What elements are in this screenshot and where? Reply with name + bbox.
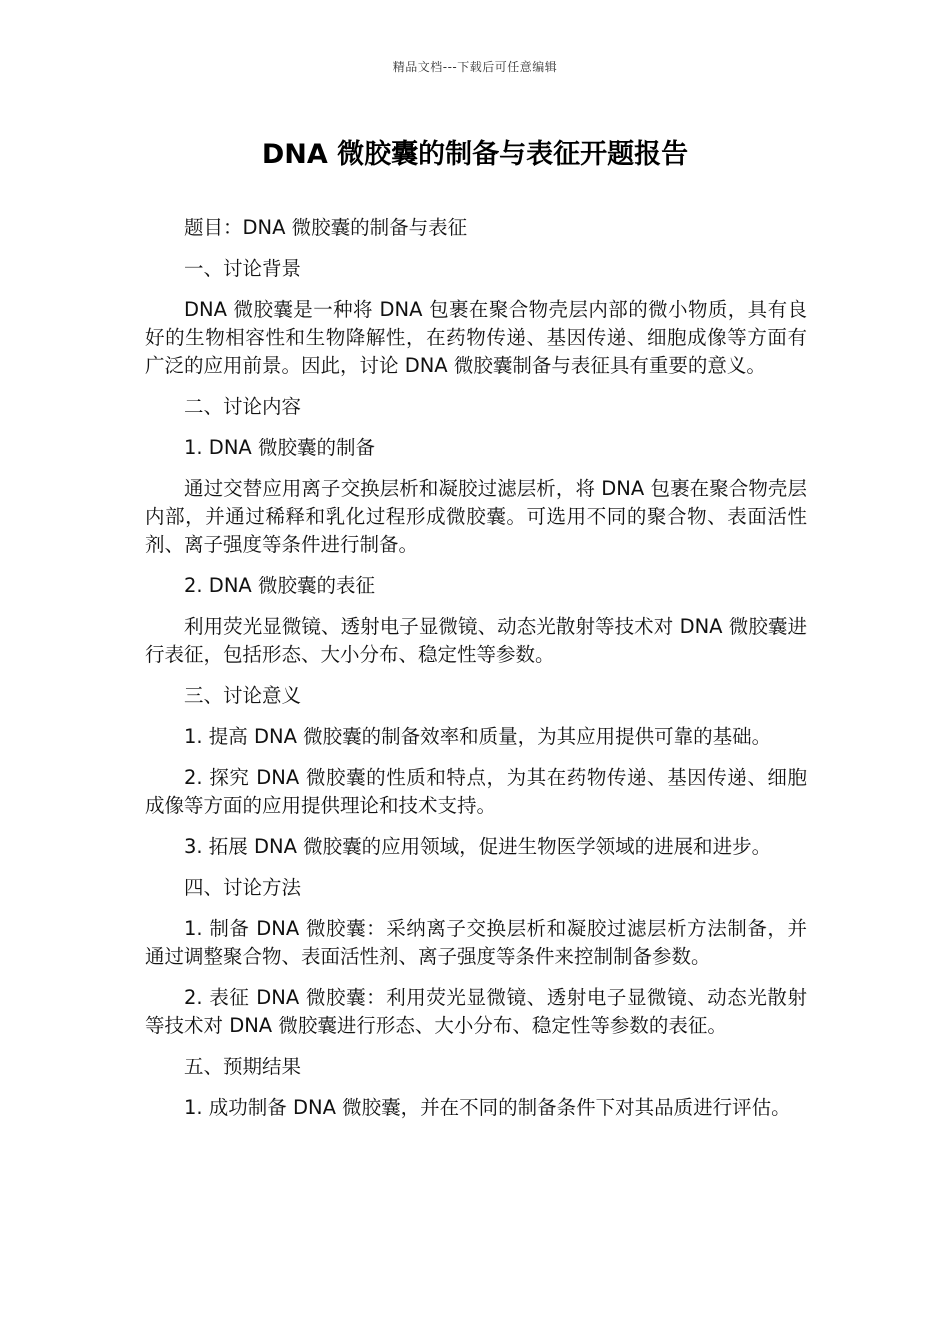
section-heading-significance: 三、讨论意义 xyxy=(184,684,302,707)
list-item-result-1: 1. 成功制备 DNA 微胶囊，并在不同的制备条件下对其品质进行评估。 xyxy=(184,1096,791,1119)
document-title: DNA 微胶囊的制备与表征开题报告 xyxy=(261,139,689,170)
page-header: 精品文档---下载后可任意编辑 xyxy=(392,60,558,74)
subheading-preparation: 1. DNA 微胶囊的制备 xyxy=(184,436,375,459)
list-item-significance-1: 1. 提高 DNA 微胶囊的制备效率和质量，为其应用提供可靠的基础。 xyxy=(184,725,772,748)
section-heading-methods: 四、讨论方法 xyxy=(184,876,302,899)
list-item-method-2: 2. 表征 DNA 微胶囊：利用荧光显微镜、透射电子显微镜、动态光散射等技术对 DNA 微胶囊进行形态、大小分布、稳定性等参数的表征。 xyxy=(145,986,807,1037)
list-item-significance-3: 3. 拓展 DNA 微胶囊的应用领域，促进生物医学领域的进展和进步。 xyxy=(184,835,772,858)
topic-line: 题目：DNA 微胶囊的制备与表征 xyxy=(184,216,468,239)
subheading-characterization: 2. DNA 微胶囊的表征 xyxy=(184,574,375,597)
list-item-method-1: 1. 制备 DNA 微胶囊：采纳离子交换层析和凝胶过滤层析方法制备，并通过调整聚合物、表面活性剂、离子强度等条件来控制制备参数。 xyxy=(145,917,807,968)
document-body xyxy=(145,214,807,1135)
paragraph-characterization: 利用荧光显微镜、透射电子显微镜、动态光散射等技术对 DNA 微胶囊进行表征，包括形态、大小分布、稳定性等参数。 xyxy=(145,615,807,666)
paragraph-preparation: 通过交替应用离子交换层析和凝胶过滤层析，将 DNA 包裹在聚合物壳层内部，并通过稀释和乳化过程形成微胶囊。可选用不同的聚合物、表面活性剂、离子强度等条件进行制备。 xyxy=(145,477,807,556)
list-item-significance-2: 2. 探究 DNA 微胶囊的性质和特点，为其在药物传递、基因传递、细胞成像等方面的应用提供理论和技术支持。 xyxy=(145,766,807,817)
section-heading-background: 一、讨论背景 xyxy=(184,257,302,280)
section-heading-results: 五、预期结果 xyxy=(184,1055,302,1078)
paragraph-background: DNA 微胶囊是一种将 DNA 包裹在聚合物壳层内部的微小物质，具有良好的生物相容性和生物降解性，在药物传递、基因传递、细胞成像等方面有广泛的应用前景。因此，讨论 DNA 微胶囊制备与表征具有重要的意义。 xyxy=(145,298,807,377)
section-heading-content: 二、讨论内容 xyxy=(184,395,302,418)
